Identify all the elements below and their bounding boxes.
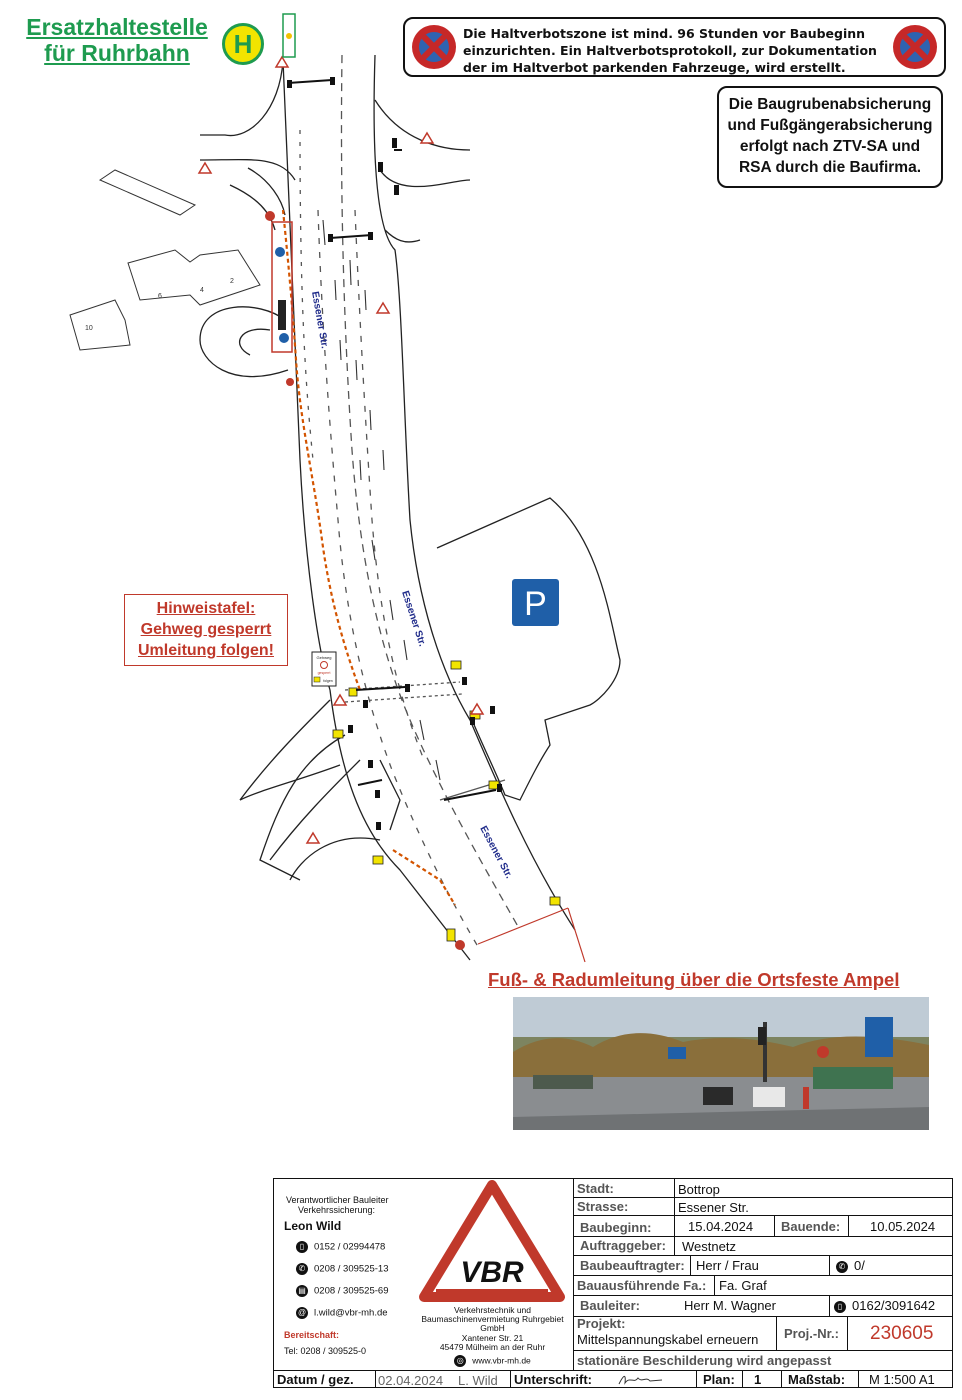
client-value: Westnetz — [682, 1239, 736, 1254]
svg-text:folgen: folgen — [323, 679, 333, 683]
project-number: 230605 — [870, 1323, 934, 1344]
drawn-by: L. Wild — [458, 1373, 498, 1388]
svg-text:VBR: VBR — [460, 1256, 524, 1289]
no-stopping-sign-icon — [893, 25, 937, 69]
replacement-stop-line2: für Ruhrbahn — [44, 40, 190, 66]
bus-stop-sign-icon: H — [222, 23, 264, 65]
project-value: Mittelspannungskabel erneuern — [577, 1332, 759, 1347]
replacement-stop-line1: Ersatzhaltestelle — [26, 14, 208, 40]
street-label-2: Essener Str. — [399, 589, 428, 648]
title-block: Verantwortlicher Bauleiter Verkehrssicherung: Leon Wild ▯ 0152 / 02994478 ✆ 0208 / 309525-13 ▤ 0208 / 309525-69 @ l.wild@vbr-mh.de Bereitschaft: Tel: 0208 / 309525-0 VBR Verkehrstechnik und Baumaschinenvermietung Ruhrgebiet GmbH Xantener Str. 21 45479 Mülheim an der Ruhr ◎ www.vbr-mh.de Stadt: Bottrop Strasse: Essener Str. Baubeginn: 15.04.2024 Bauende: 10.05.2024 Auftraggeber: Westnetz Baubeauftragter: Herr / Frau ✆ 0/ Bauausführende Fa.: Fa. Graf Bauleiter: Herr M. Wagner ▯ 0162/3091642 Projekt: Mittelspannungskabel erneuern Proj.-Nr.: 230605 stationäre Beschilderung wird angepasst Datum / gez. 02.04.2024 L. Wild Unterschrift: Plan: 1 Maßstab: M 1:500 A1 — [273, 1178, 953, 1388]
signage-note: stationäre Beschilderung wird angepasst — [577, 1353, 832, 1368]
street-label-3: Essener Str. — [477, 824, 515, 881]
no-stopping-line1: Die Haltverbotszone ist mind. 96 Stunden vor Baubeginn — [463, 26, 866, 41]
responsible-name: Leon Wild — [284, 1219, 342, 1233]
company-logo-area: VBR Verkehrstechnik und Baumaschinenvermietung Ruhrgebiet GmbH Xantener Str. 21 45479 Mülheim an der Ruhr ◎ www.vbr-mh.de — [412, 1179, 573, 1371]
vbr-logo — [412, 1179, 573, 1309]
street-label-1: Essener Str. — [309, 290, 330, 350]
email-icon: @ — [297, 1308, 307, 1317]
house-number-6: 6 — [158, 293, 162, 300]
bus-stop-area — [272, 222, 292, 352]
site-manager-value: Herr M. Wagner — [684, 1298, 776, 1313]
contractor-value: Fa. Graf — [719, 1278, 767, 1293]
phone-icon: ✆ — [296, 1263, 308, 1275]
end-date: 10.05.2024 — [870, 1219, 936, 1234]
info-board-callout: Hinweistafel: Gehweg gesperrt Umleitung folgen! — [124, 594, 288, 666]
web-icon: ◎ — [454, 1355, 466, 1367]
no-stopping-line2: einzurichten. Ein Haltverbotsprotokoll, zur Dokumentation — [463, 43, 877, 58]
no-stopping-line3: der im Haltverbot parkenden Fahrzeuge, wird erstellt. — [463, 60, 846, 75]
responsible-contact: Verantwortlicher Bauleiter Verkehrssicherung: Leon Wild ▯ 0152 / 02994478 ✆ 0208 / 309525-13 ▤ 0208 / 309525-69 @ l.wild@vbr-mh.de Bereitschaft: Tel: 0208 / 309525-0 — [284, 1195, 389, 1356]
mobile-icon: ▯ — [834, 1301, 846, 1313]
start-date: 15.04.2024 — [688, 1219, 754, 1234]
replacement-stop-title — [14, 14, 220, 66]
intersection-photo — [513, 997, 929, 1130]
parking-label: P — [524, 585, 547, 623]
fax-icon: ▤ — [296, 1285, 308, 1297]
street-value: Essener Str. — [678, 1200, 749, 1215]
no-stopping-sign-icon — [412, 25, 456, 69]
signature — [616, 1372, 666, 1386]
house-number-4: 4 — [200, 287, 204, 294]
scale-value: M 1:500 A1 — [869, 1372, 935, 1387]
no-stopping-notice — [403, 17, 946, 77]
plan-date: 02.04.2024 — [378, 1373, 444, 1388]
phone-icon: ✆ — [836, 1261, 848, 1273]
house-number-2: 2 — [230, 278, 234, 285]
detour-title: Fuß- & Radumleitung über die Ortsfeste Ampel — [488, 969, 900, 990]
project-info-table: Stadt: Bottrop Strasse: Essener Str. Baubeginn: 15.04.2024 Bauende: 10.05.2024 Auftraggeber: Westnetz Baubeauftragter: Herr / Frau ✆ 0/ Bauausführende Fa.: Fa. Graf Bauleiter: Herr M. Wagner ▯ 0162/3091642 Projekt: Mittelspannungskabel erneuern Proj.-Nr.: 230605 stationäre Beschilderung wird angepasst — [573, 1179, 955, 1371]
mobile-icon: ▯ — [296, 1241, 308, 1253]
house-number-10: 10 — [85, 325, 93, 332]
plan-number: 1 — [754, 1372, 762, 1387]
safety-notice: Die Baugrubenabsicherung und Fußgängerabsicherung erfolgt nach ZTV-SA und RSA durch die Baufirma. — [717, 86, 943, 188]
city-value: Bottrop — [678, 1182, 720, 1197]
svg-text:Gehweg: Gehweg — [316, 655, 332, 660]
svg-text:gesperrt: gesperrt — [317, 671, 331, 675]
